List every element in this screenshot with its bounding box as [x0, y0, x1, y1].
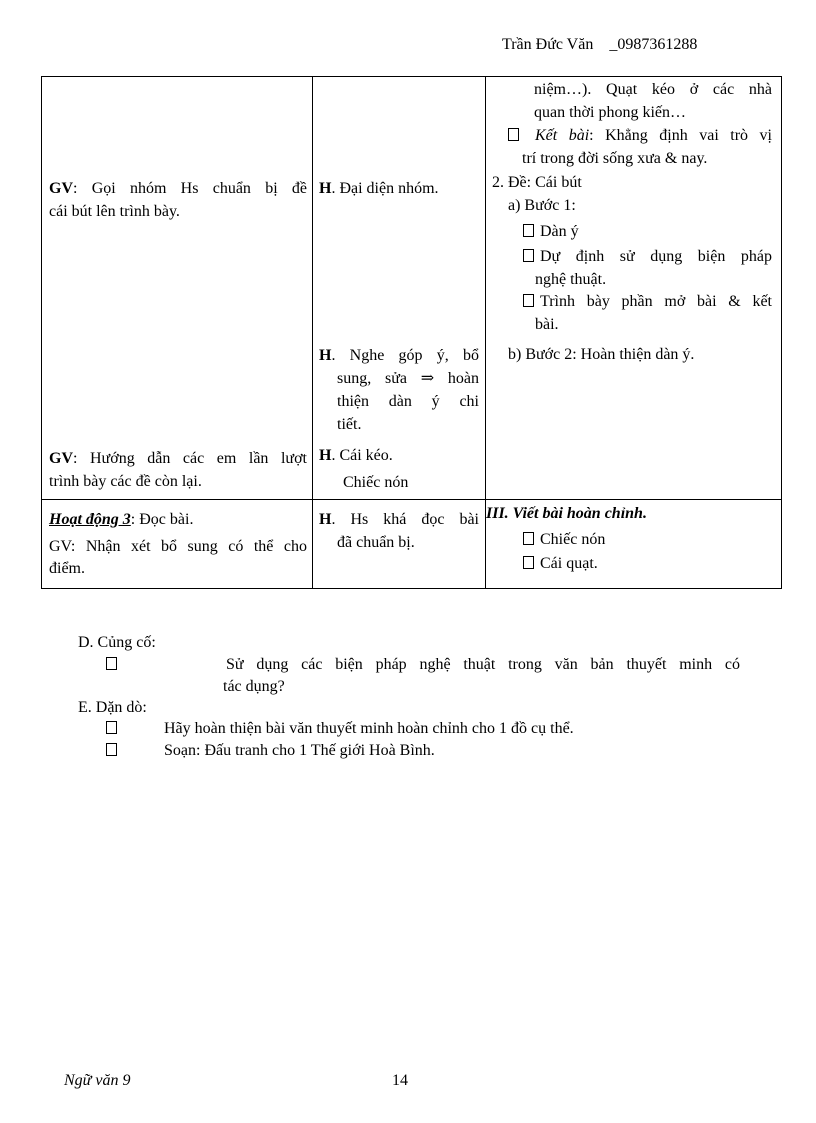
section-title: III. Viết bài hoàn chỉnh.	[486, 505, 647, 522]
gv-instruction-1: GV: Gọi nhóm Hs chuẩn bị đề	[49, 180, 307, 197]
student-activity-3: H. Cái kéo. Chiếc nón	[319, 447, 409, 491]
author-phone: _0987361288	[609, 36, 698, 53]
section-e-item1: Hãy hoàn thiện bài văn thuyết minh hoàn chỉnh cho 1 đồ cụ thể.	[164, 720, 574, 737]
page-number: 14	[392, 1072, 408, 1089]
checkbox-icon	[508, 128, 519, 141]
list-item	[106, 718, 123, 739]
checkbox-icon	[106, 657, 117, 670]
list-item: Chiếc nón	[523, 528, 605, 551]
student-activity-1: H. Đại diện nhóm.	[319, 180, 439, 197]
gv-instruction-2: GV: Hướng dẫn các em lần lượt	[49, 450, 307, 467]
ket-bai: Kết bài: Khẳng định vai trò vị trí trong đời sống xưa & nay.	[508, 124, 772, 170]
content-cell	[486, 500, 782, 589]
checkbox-icon	[523, 532, 534, 545]
student-reading: H. Hs khá đọc bài đã chuẩn bị.	[319, 511, 479, 551]
buoc-1: a) Bước 1:	[508, 197, 576, 214]
list-item: Dàn ý	[523, 220, 579, 243]
checkbox-icon	[106, 721, 117, 734]
section-e-item2: Soạn: Đấu tranh cho 1 Thế giới Hoà Bình.	[164, 742, 435, 759]
gv-feedback: GV: Nhận xét bổ sung có thể cho điểm.	[49, 538, 307, 577]
teacher-cell: GV: Gọi nhóm Hs chuẩn bị đề cái bút lên trình bày. GV: Hướng dẫn các em lần lượt trình bày các đề còn lại.	[42, 77, 313, 500]
list-item: Cái quạt.	[523, 552, 598, 575]
checkbox-icon	[523, 294, 534, 307]
section-d-line1: Sử dụng các biện pháp nghệ thuật trong văn bản thuyết minh có	[226, 656, 740, 673]
table-row	[42, 500, 782, 589]
checkbox-icon	[523, 224, 534, 237]
checkbox-icon	[106, 743, 117, 756]
student-cell	[313, 500, 486, 589]
content-continuation: niệm…). Quạt kéo ở các nhà quan thời phong kiến…	[534, 81, 772, 121]
lesson-table	[41, 76, 782, 589]
content-cell	[486, 77, 782, 500]
bullet-icon	[106, 654, 123, 675]
section-d-title: D. Củng cố:	[78, 634, 156, 651]
student-activity-2: H. Nghe góp ý, bổ sung, sửa ⇒ hoàn thiện dàn ý chi tiết.	[319, 347, 479, 433]
section-e-title: E. Dặn dò:	[78, 699, 147, 716]
hoat-dong-3: Hoạt động 3: Đọc bài.	[49, 511, 194, 528]
de-2-title: 2. Đề: Cái bút	[492, 174, 582, 191]
list-item: Trình bày phần mở bài & kết bài.	[523, 290, 772, 336]
list-item	[106, 740, 123, 761]
student-cell	[313, 77, 486, 500]
checkbox-icon	[523, 249, 534, 262]
footer-subject: Ngữ văn 9	[64, 1072, 131, 1089]
list-item: Dự định sử dụng biện pháp nghệ thuật.	[523, 245, 772, 291]
checkbox-icon	[523, 556, 534, 569]
teacher-cell	[42, 500, 313, 589]
page-header	[502, 36, 697, 54]
section-d-line2: tác dụng?	[223, 678, 285, 695]
author-name: Trần Đức Văn	[502, 36, 594, 53]
table-row	[42, 77, 782, 500]
buoc-2: b) Bước 2: Hoàn thiện dàn ý.	[508, 346, 695, 363]
